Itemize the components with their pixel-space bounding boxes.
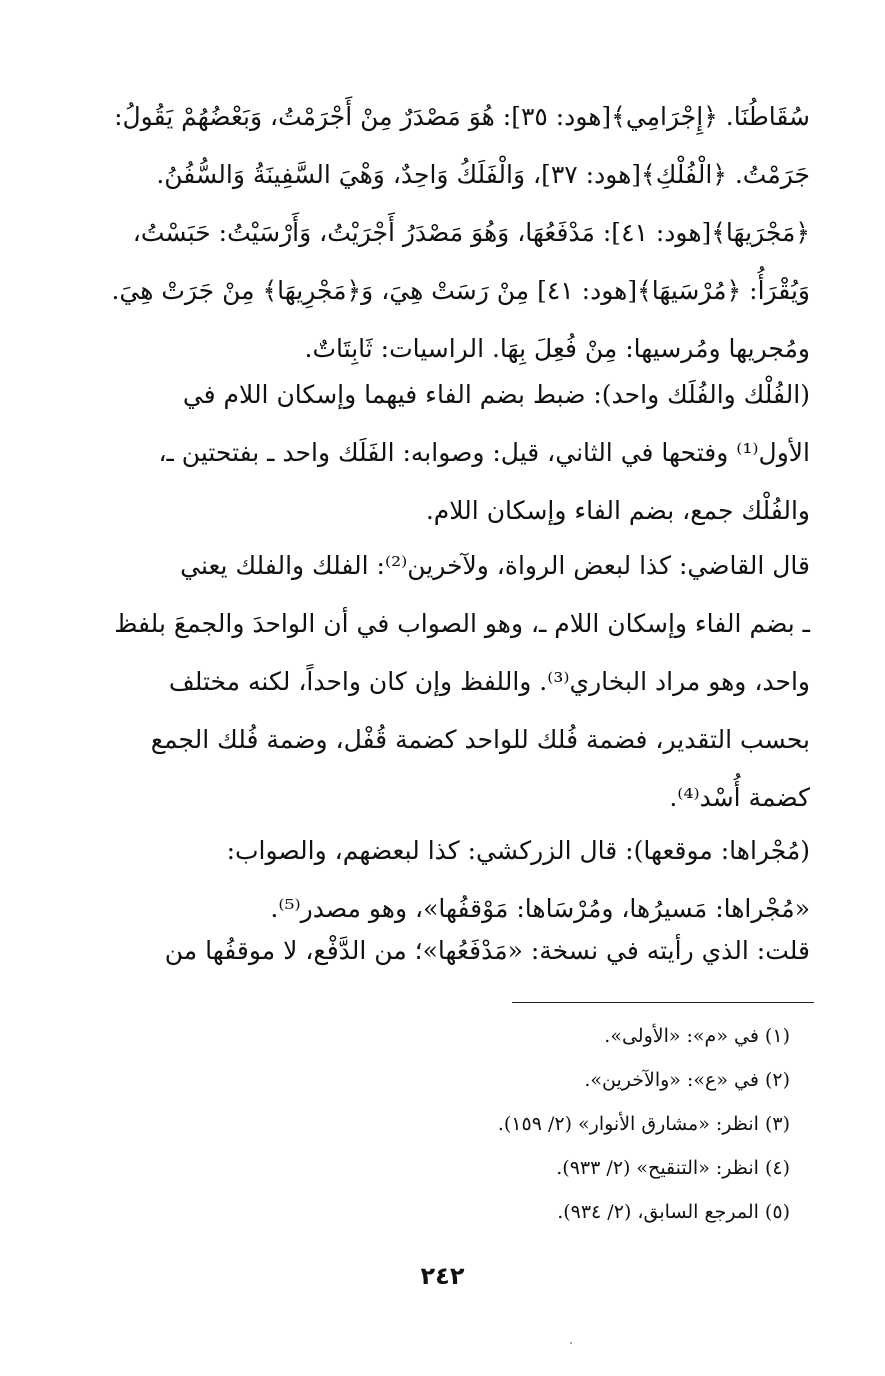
text-line: ﴿مَجْرَيهَا﴾[هود: ٤١]: مَدْفَعُهَا، وَهُوَ مَصْدَرُ أَجْرَيْتُ، وَأَرْسَيْتُ: حَبَسْتُ، bbox=[132, 218, 810, 247]
text-line: (مُجْراها: موقعها): قال الزركشي: كذا لبعضهم، والصواب: bbox=[226, 836, 810, 865]
paragraph-zarkashi-commentary bbox=[72, 822, 810, 938]
text-line: ومُجريها ومُرسيها: مِنْ فُعِلَ بِهَا. الراسيات: ثَابِتَاتٌ. bbox=[304, 334, 810, 363]
text-line: (الفُلْك والفُلَك واحد): ضبط بضم الفاء فيهما وإسكان اللام في bbox=[182, 380, 810, 409]
footnote-5: (٥) المرجع السابق، (٢/ ٩٣٤). bbox=[557, 1201, 790, 1223]
paragraph-author-note bbox=[72, 922, 810, 980]
text-line: والفُلْك جمع، بضم الفاء وإسكان اللام. bbox=[425, 496, 810, 525]
text-line: كضمة أُسْد⁽⁴⁾. bbox=[669, 783, 810, 812]
text-line: قلت: الذي رأيته في نسخة: «مَدْفَعُها»؛ من الدَّفْع، لا موقفُها من bbox=[164, 936, 810, 965]
footnote-1: (١) في «م»: «الأولى». bbox=[604, 1025, 790, 1047]
text-line: قال القاضي: كذا لبعض الرواة، ولآخرين⁽²⁾: الفلك والفلك يعني bbox=[180, 551, 810, 580]
text-line: «مُجْراها: مَسيرُها، ومُرْسَاها: مَوْقفُها»، وهو مصدر⁽⁵⁾. bbox=[270, 894, 810, 923]
text-line: سُقَاطُنَا. ﴿إِجْرَامِي﴾[هود: ٣٥]: هُوَ مَصْدَرٌ مِنْ أَجْرَمْتُ، وَبَعْضُهُمْ يَقُولُ: bbox=[114, 102, 810, 131]
text-line: وَيُقْرَأُ: ﴿مُرْسَيهَا﴾[هود: ٤١] مِنْ رَسَتْ هِيَ، وَ﴿مَجْرِيهَا﴾ مِنْ جَرَتْ هِيَ. bbox=[111, 276, 810, 305]
text-line: ـ بضم الفاء وإسكان اللام ـ، وهو الصواب في أن الواحدَ والجمعَ بلفظ bbox=[114, 609, 810, 638]
text-line: جَرَمْتُ. ﴿الْفُلْكِ﴾[هود: ٣٧]، وَالْفَلَكُ وَاحِدٌ، وَهْيَ السَّفِينَةُ وَالسُّفُنُ. bbox=[156, 160, 810, 189]
footnote-3: (٣) انظر: «مشارق الأنوار» (٢/ ١٥٩). bbox=[497, 1113, 790, 1135]
paragraph-fulk-commentary bbox=[72, 366, 810, 540]
scan-speck bbox=[570, 1342, 572, 1344]
text-line: الأول⁽¹⁾ وفتحها في الثاني، قيل: وصوابه: الفَلَك واحد ـ بفتحتين ـ، bbox=[158, 438, 810, 467]
text-line: واحد، وهو مراد البخاري⁽³⁾. واللفظ وإن كان واحداً، لكنه مختلف bbox=[168, 667, 810, 696]
paragraph-qadi-commentary bbox=[72, 537, 810, 827]
footnote-divider bbox=[512, 1002, 814, 1003]
footnote-4: (٤) انظر: «التنقيح» (٢/ ٩٣٣). bbox=[556, 1157, 790, 1179]
paragraph-quran-glosses bbox=[72, 88, 810, 378]
text-line: بحسب التقدير، فضمة فُلك للواحد كضمة قُفْل، وضمة فُلك الجمع bbox=[150, 725, 810, 754]
footnotes bbox=[300, 1014, 790, 1234]
footnote-2: (٢) في «ع»: «والآخرين». bbox=[584, 1069, 790, 1091]
page-number: ٢٤٢ bbox=[420, 1262, 465, 1290]
